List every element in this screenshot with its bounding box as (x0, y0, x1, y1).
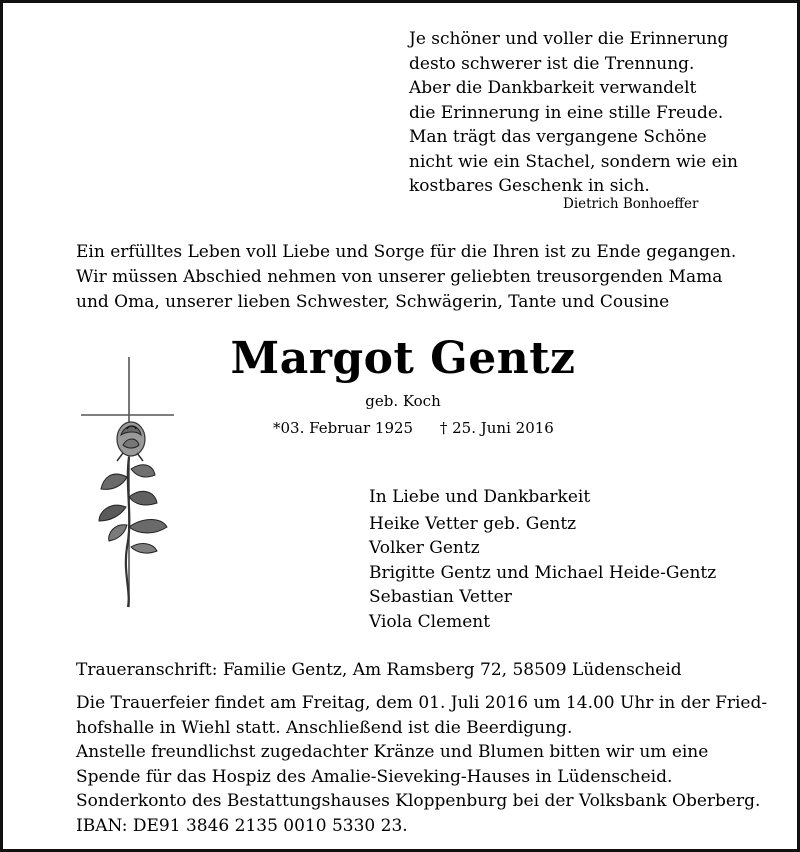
mourner-name: Heike Vetter geb. Gentz (369, 513, 577, 534)
quote-line: die Erinnerung in eine stille Freude. (409, 102, 724, 123)
birth-name: geb. Koch (365, 392, 441, 410)
funeral-details (76, 691, 776, 838)
life-dates (273, 419, 593, 437)
death-date: † 25. Juni 2016 (439, 419, 554, 437)
mourner-name: Volker Gentz (369, 538, 480, 558)
quote-line: Aber die Dankbarkeit verwandelt (409, 78, 697, 98)
intro-text (76, 240, 766, 315)
mourners-heading: In Liebe und Dankbarkeit (369, 487, 591, 507)
mourner-name: Sebastian Vetter (369, 587, 512, 607)
intro-line: und Oma, unserer lieben Schwester, Schwägerin, Tante und Cousine (76, 292, 670, 312)
mourning-address: Traueranschrift: Familie Gentz, Am Ramsberg 72, 58509 Lüdenscheid (76, 660, 682, 680)
birth-date: *03. Februar 1925 (273, 419, 414, 437)
mourner-name: Viola Clement (369, 611, 491, 632)
mourner-name: Brigitte Gentz und Michael Heide-Gentz (369, 562, 717, 583)
quote-line: desto schwerer ist die Trennung. (409, 53, 695, 74)
details-line: Die Trauerfeier findet am Freitag, dem 01. Juli 2016 um 14.00 Uhr in der Fried- (76, 693, 768, 713)
quote-line: kostbares Geschenk in sich. (409, 176, 650, 196)
quote-line: Je schöner und voller die Erinnerung (409, 29, 729, 49)
details-line: Spende für das Hospiz des Amalie-Sieveking-Hauses in Lüdenscheid. (76, 766, 673, 787)
intro-line: Wir müssen Abschied nehmen von unserer geliebten treusorgenden Mama (76, 267, 723, 287)
details-line: Anstelle freundlichst zugedachter Kränze und Blumen bitten wir um eine (76, 742, 709, 762)
deceased-name: Margot Gentz (230, 333, 576, 384)
details-line: IBAN: DE91 3846 2135 0010 5330 23. (76, 815, 408, 836)
quote-line: nicht wie ein Stachel, sondern wie ein (409, 151, 739, 172)
cross-and-rose-icon (81, 357, 181, 609)
quote-author: Dietrich Bonhoeffer (563, 196, 699, 212)
intro-line: Ein erfülltes Leben voll Liebe und Sorge für die Ihren ist zu Ende gegangen. (76, 242, 737, 262)
quote-line: Man trägt das vergangene Schöne (409, 127, 707, 147)
mourners-list (369, 485, 769, 634)
details-line: Sonderkonto des Bestattungshauses Kloppenburg bei der Volksbank Oberberg. (76, 791, 761, 811)
memorial-quote (409, 27, 769, 199)
details-line: hofshalle in Wiehl statt. Anschließend ist die Beerdigung. (76, 717, 573, 738)
